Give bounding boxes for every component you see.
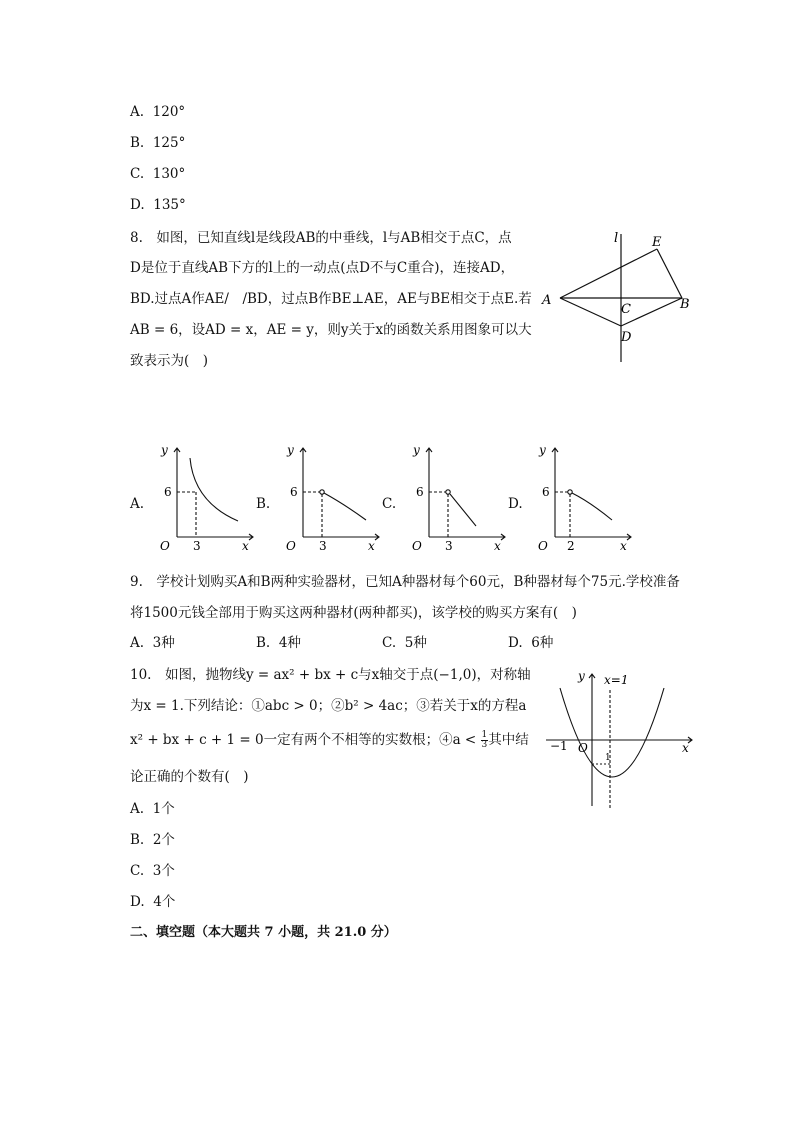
q9-option-c <box>382 633 427 653</box>
q8-line-2: D是位于直线AB下方的l上的一动点(点D不与C重合)，连接AD， <box>130 260 515 276</box>
option-letter: A. <box>130 801 145 817</box>
option-letter: C. <box>130 863 145 879</box>
option-letter: B. <box>130 135 145 151</box>
q8-line-4: AB = 6，设AD = x，AE = y，则y关于x的函数关系用图象可以大 <box>130 322 532 338</box>
option-text: 3个 <box>152 863 175 879</box>
option-text: 4种 <box>278 635 301 651</box>
segment-ae <box>560 249 657 298</box>
option-letter: D. <box>508 635 523 651</box>
graph-d-letter: D. <box>508 496 523 512</box>
q7-option-c <box>130 164 185 184</box>
q8-line-5: 致表示为( ) <box>130 353 209 369</box>
origin-label: O <box>160 539 170 553</box>
q8-line-1: 8. 如图，已知直线l是线段AB的中垂线，l与AB相交于点C，点 <box>130 230 512 246</box>
option-letter: D. <box>130 197 145 213</box>
y-tick-label: 6 <box>164 485 172 499</box>
q9-line-2: 将1500元钱全部用于购买这两种器材(两种都买)，该学校的购买方案有( ) <box>130 605 577 621</box>
option-letter: B. <box>130 832 145 848</box>
option-text: 125° <box>152 135 186 151</box>
graph-b-letter: B. <box>256 496 271 512</box>
label-c: C <box>621 302 631 317</box>
y-tick-label: 6 <box>416 485 424 499</box>
option-text: 6种 <box>531 635 554 651</box>
q9-option-d <box>508 633 553 653</box>
option-text: 5种 <box>404 635 427 651</box>
q7-option-d <box>130 195 186 215</box>
origin-label: O <box>538 539 548 553</box>
q10-line-2: 为x = 1.下列结论：①abc > 0；②b² > 4ac；③若关于x的方程a <box>130 698 527 714</box>
x-tick-label: 3 <box>193 539 201 553</box>
q10-option-a <box>130 799 175 819</box>
q7-option-a <box>130 102 185 122</box>
q8-line-3: BD.过点A作AE/ /BD，过点B作BE⊥AE，AE与BE相交于点E.若 <box>130 291 532 307</box>
option-letter: D. <box>130 894 145 910</box>
q7-option-b <box>130 133 185 153</box>
label-a: A <box>542 293 552 308</box>
option-text: 2个 <box>152 832 175 848</box>
q10-option-b <box>130 830 175 850</box>
q10-line-3-post: 其中结 <box>488 732 529 748</box>
neg-one-label: −1 <box>550 739 568 753</box>
graph-option-a <box>150 440 260 556</box>
y-axis-label: y <box>539 443 546 457</box>
label-b: B <box>680 297 690 312</box>
x-tick-label: 2 <box>567 539 575 553</box>
option-text: 120° <box>152 104 186 120</box>
section-heading: 二、填空题（本大题共 7 小题，共 21.0 分） <box>130 925 397 940</box>
q10-line-1: 10. 如图，抛物线y = ax² + bx + c与x轴交于点(−1,0)，对称轴 <box>130 667 531 683</box>
q10-line-4: 论正确的个数有( ) <box>130 769 249 785</box>
x-axis-label: x <box>242 539 249 553</box>
q9-option-b <box>256 633 301 653</box>
segment-ad <box>560 298 621 326</box>
x-tick-label: 3 <box>445 539 453 553</box>
x-axis-label: x <box>620 539 627 553</box>
origin-label: O <box>286 539 296 553</box>
origin-label: O <box>412 539 422 553</box>
option-text: 1个 <box>152 801 175 817</box>
y-axis-label: y <box>287 443 294 457</box>
fraction-numerator: 1 <box>481 730 488 740</box>
option-letter: C. <box>130 166 145 182</box>
q9-line-1: 9. 学校计划购买A和B两种实验器材，已知A种器材每个60元，B种器材每个75元.学校准备 <box>130 574 680 590</box>
x-axis-label: x <box>494 539 501 553</box>
label-e: E <box>652 235 662 250</box>
q10-option-d <box>130 892 175 912</box>
graph-option-b <box>276 440 386 556</box>
option-letter: A. <box>130 104 145 120</box>
label-d: D <box>621 330 632 345</box>
graph-c-letter: C. <box>382 496 397 512</box>
option-letter: C. <box>382 635 397 651</box>
option-letter: A. <box>130 635 145 651</box>
y-tick-label: 6 <box>542 485 550 499</box>
option-text: 135° <box>153 197 186 213</box>
graph-a-letter: A. <box>130 496 145 512</box>
fraction-denominator: 3 <box>481 740 488 750</box>
q9-option-a <box>130 633 175 653</box>
y-tick-label: 6 <box>290 485 298 499</box>
y-axis-label: y <box>413 443 420 457</box>
q10-line-3 <box>130 730 529 750</box>
label-l: l <box>614 231 619 246</box>
x-axis-label: x <box>682 741 689 755</box>
x-tick-label: 3 <box>319 539 327 553</box>
option-text: 4个 <box>153 894 176 910</box>
q10-line-3-pre: x² + bx + c + 1 = 0一定有两个不相等的实数根；④a < <box>130 732 481 748</box>
segment-be <box>657 249 682 298</box>
graph-option-d <box>528 440 638 556</box>
x-axis-label: x <box>368 539 375 553</box>
y-axis-label: y <box>578 669 585 683</box>
option-text: 130° <box>152 166 186 182</box>
q10-parabola-figure <box>540 660 700 812</box>
option-text: 3种 <box>152 635 175 651</box>
origin-label: O <box>578 741 588 755</box>
q8-geometry-figure <box>535 228 705 368</box>
y-axis-label: y <box>161 443 168 457</box>
graph-option-c <box>402 440 512 556</box>
option-letter: B. <box>256 635 271 651</box>
symmetry-axis-label: x=1 <box>604 673 629 687</box>
one-label: 1 <box>605 753 611 763</box>
q10-option-c <box>130 861 175 881</box>
